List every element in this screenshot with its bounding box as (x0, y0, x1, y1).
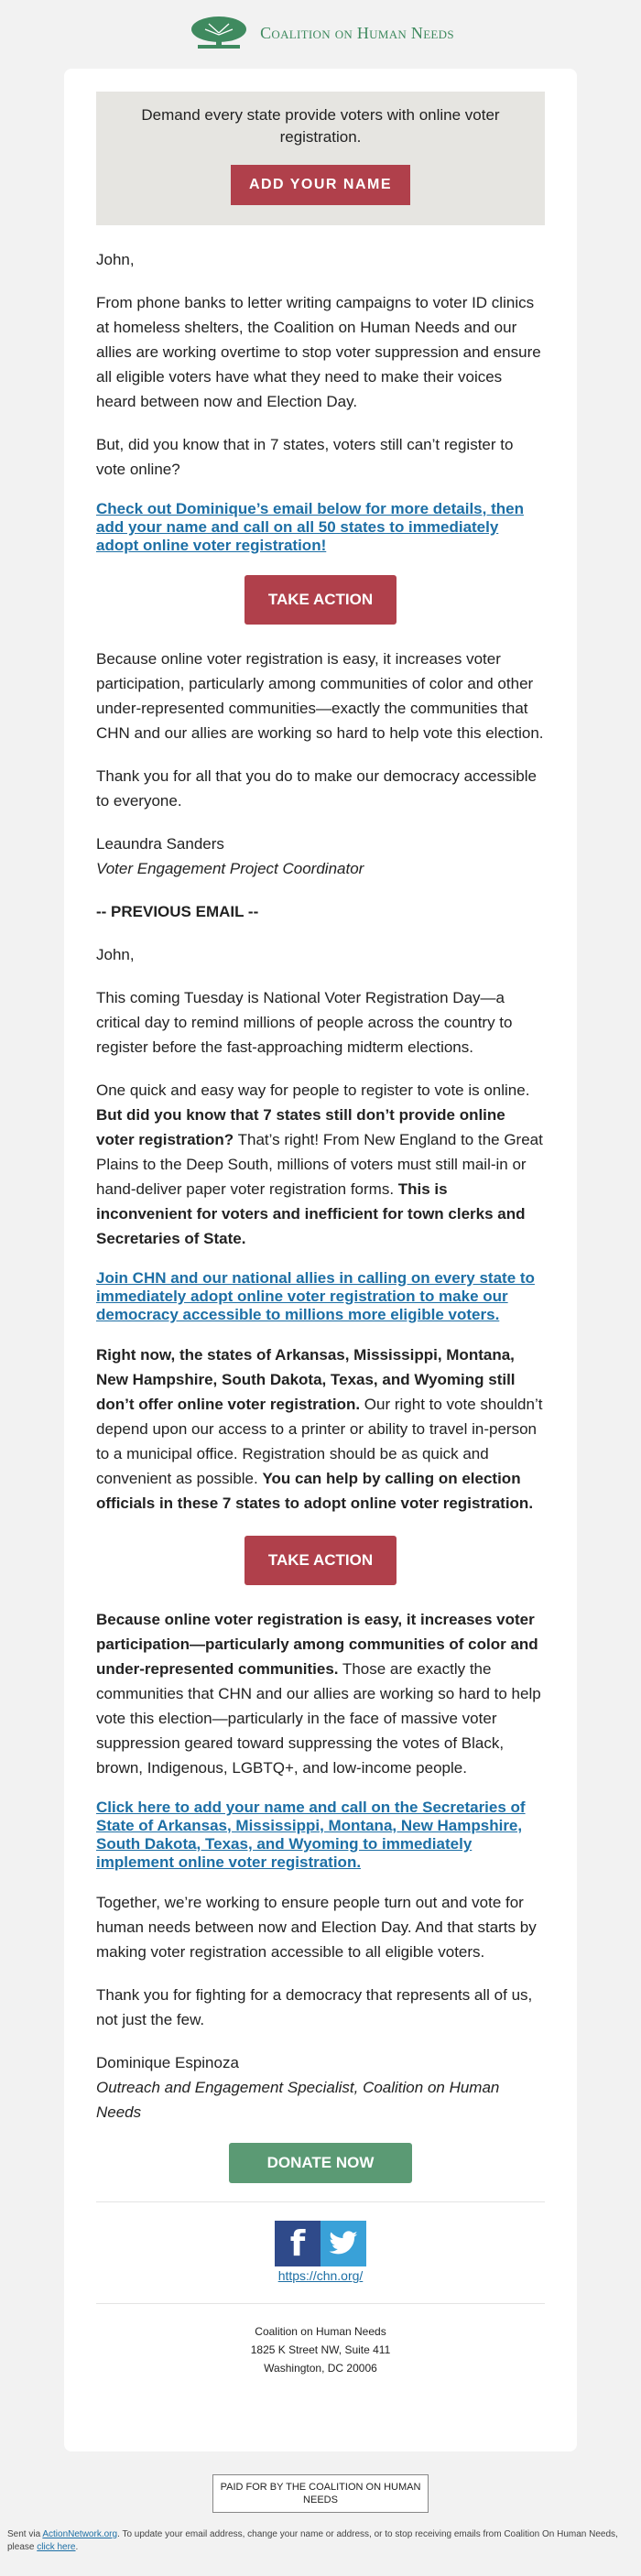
divider-1 (96, 2201, 545, 2202)
add-your-name-button[interactable]: ADD YOUR NAME (231, 165, 410, 205)
banner-text: Demand every state provide voters with online voter registration. (141, 106, 500, 146)
secretaries-of-state-link[interactable]: Click here to add your name and call on the Secretaries of State of Arkansas, Mississippi, Montana, New Hampshire, South Dakota, Texas, and Wyoming to immediately implement online voter registration. (96, 1799, 526, 1871)
email-header (0, 0, 641, 66)
previous-salutation: John, (96, 946, 135, 963)
email-card (64, 69, 577, 2451)
facebook-icon[interactable]: f (275, 2221, 320, 2266)
dominique-email-link[interactable]: Check out Dominique’s email below for more details, then add your name and call on all 50 states to immediately adopt online voter registration! (96, 500, 524, 554)
org-name: Coalition on Human Needs (260, 23, 454, 42)
social-links (96, 2221, 545, 2266)
unsubscribe-link[interactable]: click here (37, 2542, 76, 2552)
intro-paragraph-4: Thank you for all that you do to make our democracy accessible to everyone. (96, 767, 537, 810)
previous-paragraph-3: Right now, the states of Arkansas, Mississippi, Montana, New Hampshire, South Dakota, Texas, and Wyoming still don’t offer online voter registration. Our right to vote shouldn’t depend upon our access to a printer or ability to travel in-person to a municipal office. Registration should be as quick and convenient as possible. You can help by calling on election officials in these 7 states to adopt online voter registration. (96, 1346, 543, 1512)
join-chn-link[interactable]: Join CHN and our national allies in calling on every state to immediately adopt online voter registration to make our democracy accessible to millions more eligible voters. (96, 1269, 535, 1323)
take-action-button-1[interactable]: TAKE ACTION (244, 575, 397, 625)
petition-banner (96, 92, 545, 225)
chn-site-link[interactable]: https://chn.org/ (277, 2268, 364, 2283)
twitter-icon[interactable] (320, 2221, 366, 2266)
intro-paragraph-3: Because online voter registration is easy, it increases voter participation, particularly among communities of color and other under-represented communities—exactly the communities that CHN and our allies are working so hard to help vote this election. (96, 650, 544, 742)
signature-name-2: Dominique Espinoza (96, 2054, 239, 2071)
action-network-link[interactable]: ActionNetwork.org (42, 2529, 118, 2539)
paid-for-disclaimer: PAID FOR BY THE COALITION ON HUMAN NEEDS (212, 2474, 429, 2513)
previous-paragraph-4: Because online voter registration is easy, it increases voter participation—particularly among communities of color and under-represented communities. Those are exactly the communities that CHN and our allies are working so hard to help vote this election—particularly in the face of massive voter suppression geared toward suppressing the votes of Black, brown, Indigenous, LGBTQ+, and low-income people. (96, 1611, 541, 1777)
previous-paragraph-2: One quick and easy way for people to register to vote is online. But did you know that 7 states still don’t provide online voter registration? That’s right! From New England to the Great Plains to the Deep South, millions of voters must still mail-in or hand-deliver paper voter registration forms. This is inconvenient for voters and inefficient for town clerks and Secretaries of State. (96, 1081, 543, 1247)
intro-paragraph-1: From phone banks to letter writing campaigns to voter ID clinics at homeless shelters, the Coalition on Human Needs and our allies are working overtime to stop voter suppression and ensure all eligible voters have what they need to make their voices heard between now and Election Day. (96, 294, 541, 410)
previous-paragraph-6: Thank you for fighting for a democracy that represents all of us, not just the few. (96, 1986, 533, 2028)
previous-email-heading: -- PREVIOUS EMAIL -- (96, 903, 259, 920)
signature-title-2: Outreach and Engagement Specialist, Coalition on Human Needs (96, 2079, 500, 2121)
footer-note: Sent via ActionNetwork.org. To update your email address, change your name or address, or to stop receiving emails from Coalition On Human Needs, please click here. (7, 2529, 618, 2552)
previous-paragraph-1: This coming Tuesday is National Voter Registration Day—a critical day to remind millions of people across the country to register before the fast-approaching midterm elections. (96, 989, 513, 1056)
signature-name-1: Leaundra Sanders (96, 835, 224, 853)
mailing-address: Coalition on Human Needs 1825 K Street NW, Suite 411 Washington, DC 20006 (250, 2325, 391, 2375)
tree-logo-icon (187, 15, 251, 51)
donate-now-button[interactable]: DONATE NOW (229, 2143, 413, 2183)
previous-paragraph-5: Together, we’re working to ensure people turn out and vote for human needs between now and Election Day. And that starts by making voter registration accessible to all eligible voters. (96, 1894, 537, 1961)
intro-paragraph-2: But, did you know that in 7 states, voters still can’t register to vote online? (96, 436, 514, 478)
take-action-button-2[interactable]: TAKE ACTION (244, 1536, 397, 1585)
divider-2 (96, 2303, 545, 2304)
signature-title-1: Voter Engagement Project Coordinator (96, 860, 364, 877)
salutation: John, (96, 251, 135, 268)
